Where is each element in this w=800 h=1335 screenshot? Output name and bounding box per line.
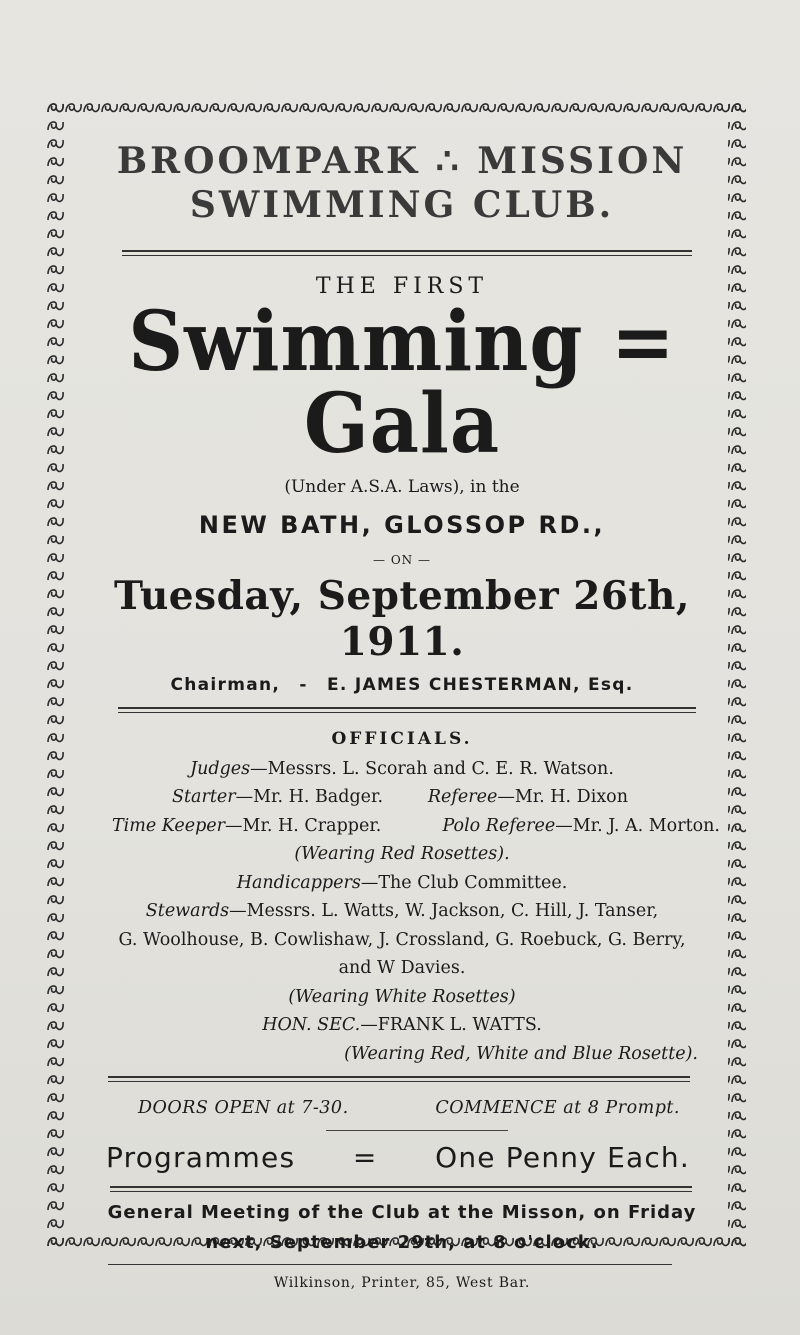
starter-name: —Mr. H. Badger. xyxy=(235,787,384,808)
starter-label: Starter xyxy=(172,787,236,808)
event-title: Swimming = Gala xyxy=(128,293,676,472)
club-name-line2: SWIMMING CLUB. xyxy=(189,183,615,226)
hon-sec-label: HON. SEC. xyxy=(262,1015,361,1036)
stewards-line-2: G. Woolhouse, B. Cowlishaw, J. Crossland, G. Roebuck, G. Berry, xyxy=(118,929,686,950)
chairman-name: E. JAMES CHESTERMAN, Esq. xyxy=(326,674,634,695)
judges-line xyxy=(96,755,708,784)
meeting-line1: General Meeting of the Club at the Misson, on Friday xyxy=(107,1202,697,1224)
stewards-line xyxy=(96,897,708,926)
timekeeper-label: Time Keeper xyxy=(112,815,226,836)
rule-programmes xyxy=(110,1186,692,1192)
officials-heading: OFFICIALS. xyxy=(331,728,473,749)
white-rosettes-note: (Wearing White Rosettes) xyxy=(288,986,516,1007)
meeting-notice xyxy=(96,1198,708,1258)
programmes-label: Programmes xyxy=(106,1141,296,1175)
rule-officials xyxy=(108,1076,690,1082)
chairman-line xyxy=(96,675,708,695)
doors-open: DOORS OPEN at 7-30. xyxy=(138,1098,349,1119)
commence-time: COMMENCE at 8 Prompt. xyxy=(435,1098,680,1119)
hon-sec-line xyxy=(96,1011,708,1040)
officials-list xyxy=(96,755,720,1069)
club-name-line1: BROOMPARK ∴ MISSION xyxy=(116,140,688,182)
programme-content xyxy=(96,140,720,1292)
printer-credit: Wilkinson, Printer, 85, West Bar. xyxy=(273,1275,531,1292)
stewards-names: —Messrs. L. Watts, W. Jackson, C. Hill, J. Tanser, xyxy=(229,901,659,922)
chairman-label: Chairman, xyxy=(170,674,281,695)
polo-referee-name: —Mr. J. A. Morton. xyxy=(555,815,720,836)
chairman-sep: - xyxy=(299,674,308,695)
judges-names: —Messrs. L. Scorah and C. E. R. Watson. xyxy=(250,758,614,779)
event-venue: NEW BATH, GLOSSOP RD., xyxy=(198,510,606,539)
rule-printer xyxy=(108,1264,672,1265)
times-line xyxy=(96,1098,708,1118)
programmes-sep: = xyxy=(352,1141,378,1175)
referee-label: Referee xyxy=(427,787,498,808)
event-on: — ON — xyxy=(373,552,431,567)
judges-label: Judges xyxy=(190,758,251,779)
rule-short xyxy=(326,1130,508,1131)
polo-referee-label: Polo Referee xyxy=(442,815,556,836)
rule-chairman xyxy=(118,707,696,713)
event-first: THE FIRST xyxy=(315,273,489,299)
event-laws: (Under A.S.A. Laws), in the xyxy=(284,476,520,497)
programmes-price: One Penny Each. xyxy=(435,1141,690,1175)
stewards-line-3: and W Davies. xyxy=(338,958,466,979)
handicappers-label: Handicappers xyxy=(236,872,361,893)
programmes-line xyxy=(96,1141,708,1174)
starter-referee-line xyxy=(96,783,708,812)
timekeeper-polo-line xyxy=(96,812,720,841)
meeting-line2: next, September 29th, at 8 o'clock. xyxy=(205,1232,599,1254)
handicappers-names: —The Club Committee. xyxy=(360,872,568,893)
timekeeper-name: —Mr. H. Crapper. xyxy=(225,815,382,836)
event-date: Tuesday, September 26th, 1911. xyxy=(114,572,690,665)
red-rosettes-note: (Wearing Red Rosettes). xyxy=(294,844,510,865)
handicappers-line xyxy=(96,869,708,898)
stewards-label: Stewards xyxy=(145,901,230,922)
rule-top xyxy=(122,250,692,256)
hon-sec-name: —FRANK L. WATTS. xyxy=(360,1015,542,1036)
referee-name: —Mr. H. Dixon xyxy=(497,787,628,808)
rwb-rosette-note: (Wearing Red, White and Blue Rosette). xyxy=(344,1043,698,1064)
